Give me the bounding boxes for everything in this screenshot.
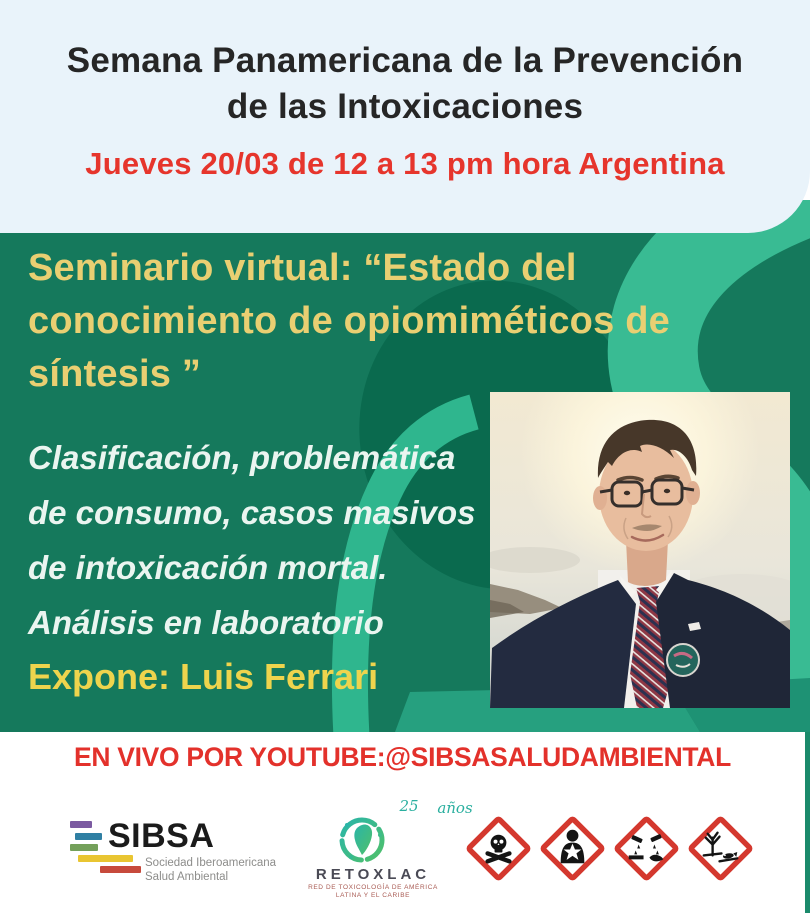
seminar-title — [28, 242, 670, 401]
sibsa-bar-purple — [70, 821, 92, 828]
retoxlac-years-number: 25 — [399, 797, 419, 815]
seminar-description-line3: de intoxicación mortal. — [28, 549, 388, 586]
retoxlac-caption-line2: LATINA Y EL CARIBE — [335, 892, 411, 899]
retoxlac-caption-line1: RED DE TOXICOLOGÍA DE AMÉRICA — [308, 884, 438, 891]
sibsa-tagline — [145, 856, 276, 884]
ghs-environmental-hazard-icon — [684, 812, 757, 885]
retoxlac-logo — [303, 795, 473, 907]
seminar-description — [28, 430, 476, 650]
sibsa-logo — [63, 816, 298, 891]
header-section — [0, 0, 810, 233]
retoxlac-globe-icon — [337, 815, 387, 865]
ghs-pictogram-row — [462, 812, 757, 885]
seminar-section — [0, 200, 810, 732]
retoxlac-years-word: años — [437, 799, 473, 817]
ghs-corrosive-icon — [610, 812, 683, 885]
sibsa-bar-blue — [75, 833, 102, 840]
sibsa-wordmark: SIBSA — [108, 817, 215, 855]
speaker-photo — [490, 392, 790, 708]
event-date: Jueves 20/03 de 12 a 13 pm hora Argentina — [85, 146, 725, 181]
sibsa-tagline-line2: Salud Ambiental — [145, 871, 229, 883]
ghs-skull-crossbones-icon — [462, 812, 535, 885]
speaker-name: Expone: Luis Ferrari — [28, 656, 379, 697]
seminar-description-line1: Clasificación, problemática — [28, 439, 456, 476]
event-title-line2: de las Intoxicaciones — [226, 87, 584, 126]
youtube-live-line: EN VIVO POR YOUTUBE:@SIBSASALUDAMBIENTAL — [74, 742, 731, 772]
sibsa-bar-yellow — [78, 855, 133, 862]
seminar-title-line2: conocimiento de opiomiméticos de — [28, 300, 670, 342]
ghs-health-hazard-icon — [536, 812, 609, 885]
event-title — [0, 38, 810, 130]
seminar-description-line2: de consumo, casos masivos — [28, 494, 476, 531]
retoxlac-wordmark: RETOXLAC — [315, 866, 431, 883]
seminar-title-line3: síntesis ” — [28, 353, 202, 395]
event-title-line1: Semana Panamericana de la Prevención — [66, 41, 744, 80]
footer-section — [0, 732, 805, 913]
seminar-title-line1: Seminario virtual: “Estado del — [28, 247, 577, 289]
sibsa-bar-red — [100, 866, 141, 873]
retoxlac-caption — [283, 884, 463, 900]
sibsa-bar-green — [70, 844, 98, 851]
right-edge-accent — [805, 732, 810, 913]
sibsa-tagline-line1: Sociedad Iberoamericana — [145, 857, 277, 869]
seminar-description-line4: Análisis en laboratorio — [28, 604, 384, 641]
